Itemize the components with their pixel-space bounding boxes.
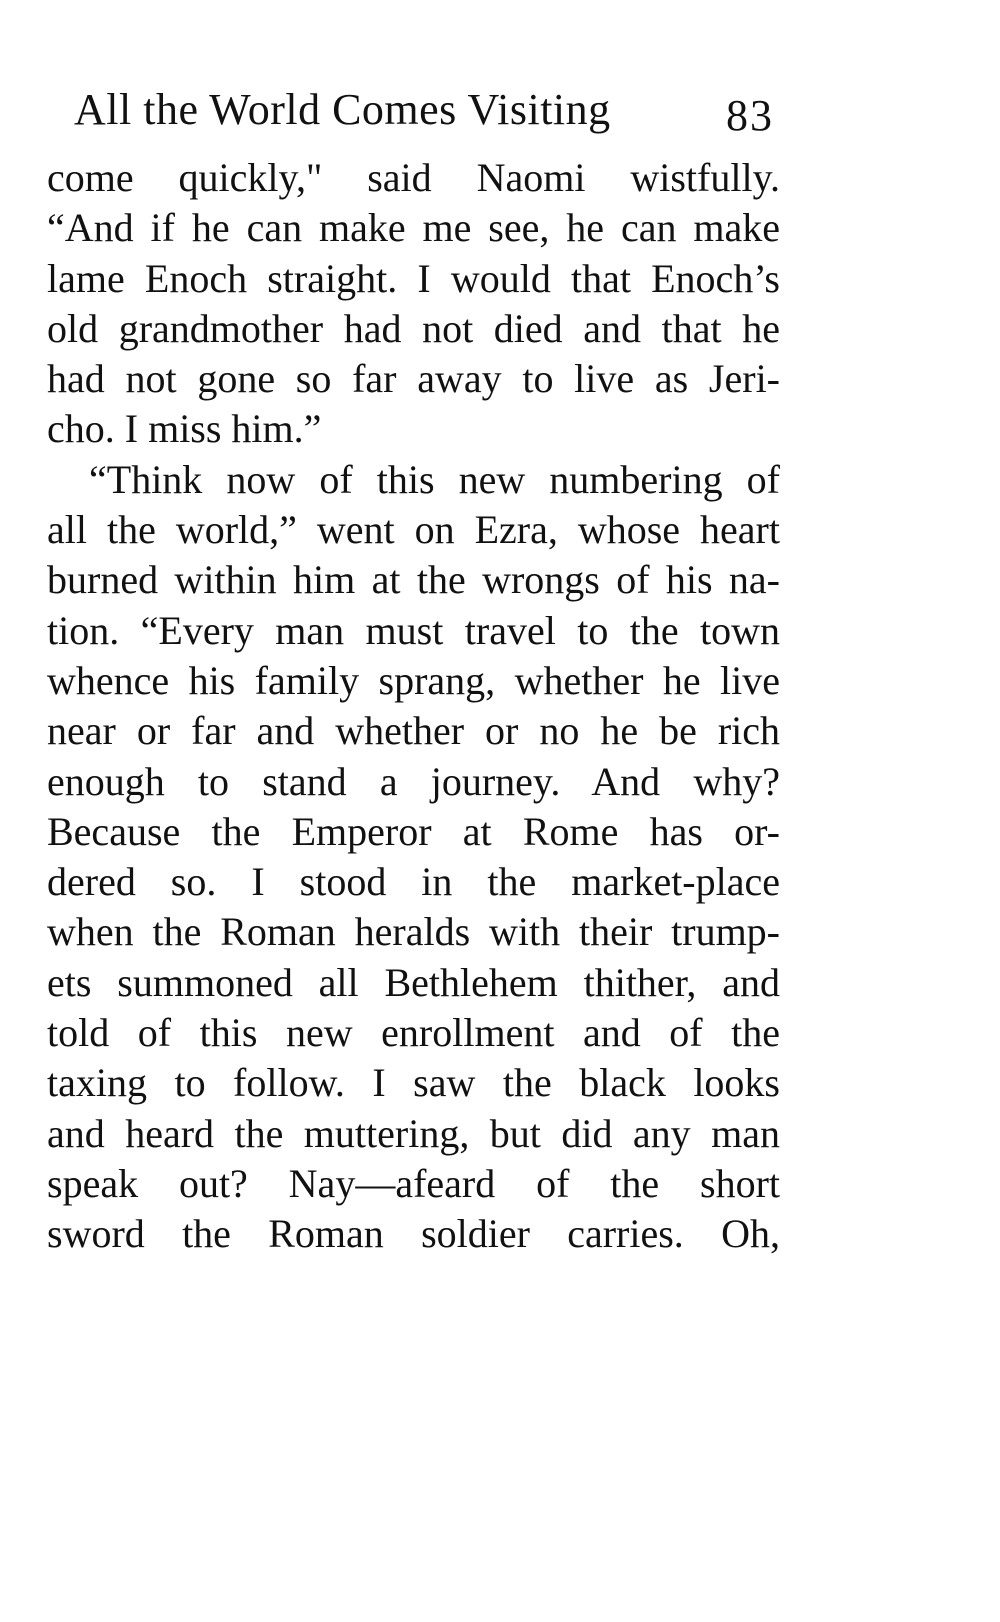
text-line: sword the Roman soldier carries. Oh, [47, 1211, 780, 1257]
text-line: burned within him at the wrongs of his na- [47, 557, 780, 603]
text-line: cho. I miss him.” [47, 406, 322, 452]
text-line: speak out? Nay—afeard of the short [47, 1160, 780, 1206]
text-line: “And if he can make me see, he can make [47, 205, 780, 251]
text-line: tion. “Every man must travel to the town [47, 607, 780, 653]
body-text [47, 153, 780, 1260]
text-line: dered so. I stood in the market-place [47, 859, 780, 905]
text-line: ets summoned all Bethlehem thither, and [47, 959, 780, 1005]
text-line: when the Roman heralds with their trump- [47, 909, 780, 955]
text-line: had not gone so far away to live as Jeri- [47, 356, 780, 402]
text-line: all the world,” went on Ezra, whose heart [47, 507, 780, 553]
text-line: Because the Emperor at Rome has or- [47, 808, 780, 854]
text-line: told of this new enrollment and of the [47, 1010, 780, 1056]
text-line: taxing to follow. I saw the black looks [47, 1060, 780, 1106]
text-line: come quickly," said Naomi wistfully. [47, 155, 780, 200]
text-line: old grandmother had not died and that he [47, 305, 780, 351]
text-line: enough to stand a journey. And why? [47, 758, 780, 804]
text-line: near or far and whether or no he be rich [47, 708, 780, 754]
running-title: All the World Comes Visiting [74, 85, 611, 134]
text-line: lame Enoch straight. I would that Enoch’s [47, 255, 780, 301]
running-head [74, 80, 774, 140]
paragraph-first-line: “Think now of this new numbering of [89, 456, 780, 502]
text-line: whence his family sprang, whether he live [47, 657, 780, 703]
text-line: and heard the muttering, but did any man [47, 1110, 780, 1156]
page-number: 83 [726, 91, 774, 140]
